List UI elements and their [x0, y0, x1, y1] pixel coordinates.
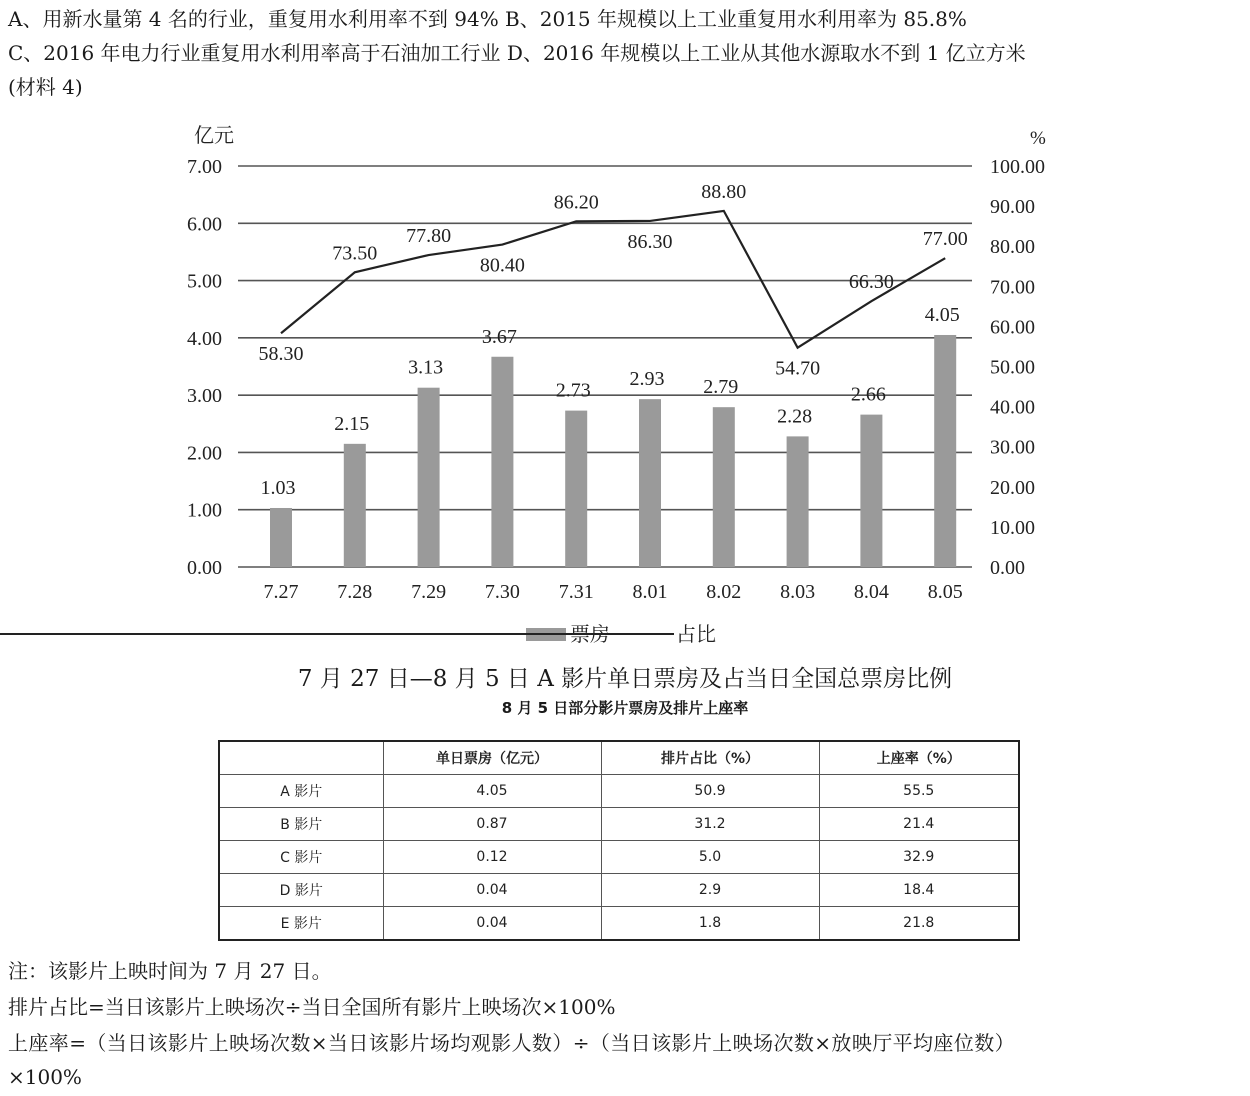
bar-mark	[344, 444, 366, 567]
question-option-line-2: C、2016 年电力行业重复用水利用率高于石油加工行业 D、2016 年规模以上工业从其他水源取水不到 1 亿立方米	[8, 41, 1026, 65]
bar-mark	[565, 411, 587, 567]
right-tick-label: 90.00	[990, 196, 1035, 219]
line-value-label: 88.80	[701, 180, 747, 203]
note-occupancy-formula: 上座率=（当日该影片上映场次数×当日该影片场均观影人数）÷（当日该影片上映场次数×放映厅平均座位数）	[8, 1031, 1016, 1055]
box-office-cell: 4.05	[383, 775, 601, 808]
line-value-label: 80.40	[479, 254, 525, 277]
table-row	[219, 841, 1019, 874]
bar-value-label: 2.66	[850, 383, 886, 406]
line-value-label: 86.30	[627, 230, 673, 253]
left-tick-label: 4.00	[187, 327, 222, 350]
film-stats-table	[218, 740, 1020, 941]
screening-share-cell: 2.9	[601, 874, 819, 907]
note-occupancy-formula-tail: ×100%	[8, 1065, 82, 1089]
header-box-office: 单日票房（亿元）	[383, 741, 601, 775]
right-tick-label: 10.00	[990, 516, 1035, 539]
table-title: 8 月 5 日部分影片票房及排片上座率	[501, 699, 749, 717]
note-screening-share-formula: 排片占比=当日该影片上映场次÷当日全国所有影片上映场次×100%	[8, 995, 616, 1019]
share-line	[281, 211, 945, 348]
header-occupancy: 上座率（%）	[819, 741, 1019, 775]
film-name: D 影片	[219, 874, 383, 907]
screening-share-cell: 5.0	[601, 841, 819, 874]
screening-share-cell: 31.2	[601, 808, 819, 841]
box-office-cell: 0.04	[383, 907, 601, 941]
right-tick-label: 30.00	[990, 436, 1035, 459]
bar-value-label: 2.79	[703, 376, 739, 399]
x-tick-label: 8.02	[706, 581, 742, 603]
legend-line-label: 占比	[676, 624, 716, 646]
table-row	[219, 874, 1019, 907]
right-tick-label: 40.00	[990, 396, 1035, 419]
right-tick-label: 0.00	[990, 557, 1025, 579]
header-screening-share: 排片占比（%）	[601, 741, 819, 775]
film-name: B 影片	[219, 808, 383, 841]
material-label: (材料 4)	[8, 75, 83, 99]
bar-mark	[860, 415, 882, 567]
bar-value-label: 2.93	[629, 368, 665, 391]
line-value-label: 73.50	[332, 242, 378, 265]
line-value-label: 54.70	[775, 357, 821, 380]
occupancy-cell: 21.8	[819, 907, 1019, 941]
note-release-date: 注：该影片上映时间为 7 月 27 日。	[8, 959, 332, 983]
bar-value-label: 2.15	[334, 412, 370, 435]
screening-share-cell: 1.8	[601, 907, 819, 941]
film-name: E 影片	[219, 907, 383, 941]
right-tick-label: 100.00	[990, 156, 1045, 178]
left-tick-label: 3.00	[187, 385, 222, 408]
left-tick-label: 2.00	[187, 442, 222, 465]
bar-value-label: 2.73	[555, 379, 591, 402]
table-row	[219, 808, 1019, 841]
bar-mark	[418, 388, 440, 567]
line-value-label: 77.00	[922, 228, 968, 251]
line-value-label: 58.30	[258, 343, 304, 366]
table-header-row	[219, 741, 1019, 775]
x-tick-label: 8.01	[632, 581, 668, 603]
right-tick-label: 50.00	[990, 356, 1035, 379]
occupancy-cell: 32.9	[819, 841, 1019, 874]
box-office-cell: 0.12	[383, 841, 601, 874]
table-row	[219, 775, 1019, 808]
bar-value-label: 3.67	[481, 325, 517, 348]
bar-mark	[491, 357, 513, 567]
line-value-label: 77.80	[406, 225, 452, 248]
x-tick-label: 8.05	[927, 581, 963, 603]
right-axis-unit: %	[1030, 128, 1046, 149]
occupancy-cell: 55.5	[819, 775, 1019, 808]
bar-mark	[639, 399, 661, 567]
right-tick-label: 80.00	[990, 236, 1035, 259]
screening-share-cell: 50.9	[601, 775, 819, 808]
bar-mark	[787, 436, 809, 567]
x-tick-label: 7.28	[337, 581, 373, 603]
bar-value-label: 2.28	[777, 405, 813, 428]
question-option-line-1: A、用新水量第 4 名的行业，重复用水利用率不到 94% B、2015 年规模以上工业重复用水利用率为 85.8%	[8, 7, 967, 31]
x-tick-label: 7.27	[263, 581, 299, 603]
film-name: A 影片	[219, 775, 383, 808]
x-tick-label: 7.31	[558, 581, 594, 603]
left-tick-label: 1.00	[187, 499, 222, 522]
chart-legend	[0, 623, 716, 646]
box-office-cell: 0.87	[383, 808, 601, 841]
left-tick-label: 5.00	[187, 270, 222, 293]
film-name: C 影片	[219, 841, 383, 874]
bar-mark	[270, 508, 292, 567]
bar-mark	[713, 407, 735, 567]
header-blank	[219, 741, 383, 775]
occupancy-cell: 18.4	[819, 874, 1019, 907]
x-tick-label: 8.03	[780, 581, 816, 603]
left-tick-label: 7.00	[187, 156, 222, 178]
x-tick-label: 8.04	[853, 581, 889, 603]
bar-value-label: 1.03	[260, 476, 296, 499]
legend-bar-label: 票房	[570, 624, 610, 646]
line-value-label: 66.30	[848, 271, 894, 294]
left-tick-label: 0.00	[187, 557, 222, 579]
chart-title: 7 月 27 日—8 月 5 日 A 影片单日票房及占当日全国总票房比例	[297, 666, 953, 692]
right-tick-label: 70.00	[990, 276, 1035, 299]
x-tick-label: 7.30	[484, 581, 520, 603]
occupancy-cell: 21.4	[819, 808, 1019, 841]
bar-value-label: 4.05	[924, 303, 960, 326]
bar-mark	[934, 335, 956, 567]
left-tick-label: 6.00	[187, 213, 222, 236]
bar-value-label: 3.13	[408, 356, 444, 379]
box-office-cell: 0.04	[383, 874, 601, 907]
left-axis-unit: 亿元	[194, 125, 234, 147]
right-tick-label: 20.00	[990, 476, 1035, 499]
table-row	[219, 907, 1019, 941]
right-tick-label: 60.00	[990, 316, 1035, 339]
x-tick-label: 7.29	[411, 581, 447, 603]
line-value-label: 86.20	[553, 191, 599, 214]
